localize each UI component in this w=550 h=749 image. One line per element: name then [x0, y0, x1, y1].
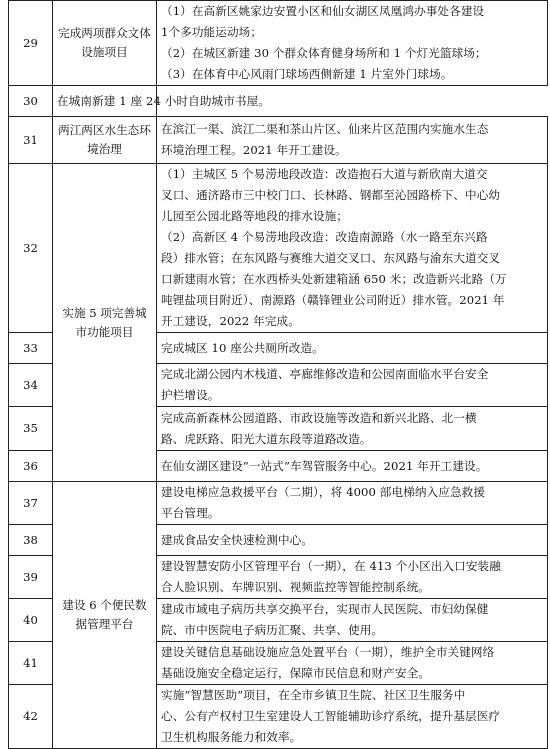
project-description — [53, 86, 270, 117]
project-name: 建设 6 个便民数据管理平台 — [53, 482, 157, 749]
table-row — [9, 86, 548, 117]
description-line: 建成市域电子病历共享交换平台，实现市人民医院、市妇幼保健 — [161, 602, 489, 616]
row-number: 39 — [9, 556, 53, 599]
row-number: 38 — [9, 525, 53, 556]
description-line: 段）排水管；在东风路与赛维大道交叉口、东风路与渝东大道交叉 — [161, 251, 501, 265]
row-number: 40 — [9, 599, 53, 642]
description-line: 儿园至公园北路等地段的排水设施； — [161, 209, 349, 223]
description-line: （2）在城区新建 30 个群众体育健身场所和 1 个灯光篮球场； — [161, 46, 487, 60]
row-number: 41 — [9, 642, 53, 685]
description-line: 在城南新建 1 座 24 小时自助城市书屋。 — [57, 93, 270, 108]
description-line: 合人脸识别、车牌识别、视频监控等智能控制系统。 — [161, 580, 430, 594]
description-line: 吨锂盐项目附近）、南源路（赣锋锂业公司附近）排水管。2021 年 — [161, 293, 505, 307]
project-description — [157, 407, 548, 451]
description-line: 1个多功能运动场； — [161, 25, 263, 39]
project-table — [8, 0, 548, 749]
project-description — [157, 1, 548, 86]
project-description — [157, 525, 548, 556]
description-line: 环境治理工程。2021 年开工建设。 — [161, 143, 347, 157]
description-line: 建设关键信息基础设施应急处置平台（一期），维护全市关键网络 — [161, 645, 495, 659]
row-number: 33 — [9, 333, 53, 364]
project-name: 实施 5 项完善城市功能项目 — [53, 164, 157, 482]
row-number: 32 — [9, 164, 53, 333]
description-line: 完成城区 10 座公共厕所改造。 — [161, 340, 324, 355]
row-number: 29 — [9, 1, 53, 86]
description-line: 建设智慧安防小区管理平台（一期），在 413 个小区出入口安装融 — [161, 559, 501, 573]
description-line: 平台管理。 — [161, 506, 220, 520]
description-line: 院、市中医院电子病历汇聚、共享、使用。 — [161, 623, 384, 637]
table-row — [9, 482, 548, 525]
project-description — [157, 685, 548, 749]
table-row — [9, 1, 548, 86]
project-description — [157, 482, 548, 525]
project-description — [157, 599, 548, 642]
project-description — [157, 117, 548, 164]
row-number: 31 — [9, 117, 53, 164]
project-description — [157, 556, 548, 599]
row-number: 36 — [9, 451, 53, 482]
description-line: （1）主城区 5 个易涝地段改造：改造抱石大道与新欣南大道交 — [161, 167, 488, 181]
description-line: 口新建雨水管；在水西桥头处新建箱涵 650 米；改造新兴北路（万 — [161, 272, 507, 286]
row-number: 35 — [9, 407, 53, 451]
description-line: 路、虎跃路、阳光大道东段等道路改造。 — [161, 431, 372, 446]
row-number: 34 — [9, 364, 53, 407]
description-line: 叉口、通济路市三中校门口、长林路、钢都至沁园路桥下、中心幼 — [161, 188, 501, 202]
description-line: 心、公有产权村卫生室建设人工智能辅助诊疗系统，提升基层医疗 — [161, 709, 501, 723]
description-line: 建设电梯应急救援平台（二期），将 4000 部电梯纳入应急救援 — [161, 485, 486, 499]
project-description — [157, 333, 548, 364]
description-line: 开工建设，2022 年完成。 — [161, 314, 300, 328]
description-line: （2）高新区 4 个易涝地段改造：改造南源路（水一路至东兴路 — [161, 230, 488, 244]
description-line: 在仙女湖区建设“一站式”车驾管服务中心。2021 年开工建设。 — [161, 458, 488, 473]
project-description — [157, 164, 548, 333]
description-line: 完成高新森林公园道路、市政设施等改造和新兴北路、北一横 — [161, 410, 477, 425]
description-line: （3）在体育中心风雨门球场西侧新建 1 片室外门球场。 — [161, 67, 453, 81]
row-number: 30 — [9, 86, 53, 117]
project-description — [157, 451, 548, 482]
project-name: 两江两区水生态环境治理 — [53, 117, 157, 164]
description-line: 建成食品安全快速检测中心。 — [161, 532, 314, 547]
row-number: 37 — [9, 482, 53, 525]
description-line: 卫生机构服务能力和效率。 — [161, 730, 302, 744]
project-description — [157, 642, 548, 685]
description-line: 基础设施安全稳定运行，保障市民信息和财产安全。 — [161, 666, 430, 680]
table-row — [9, 164, 548, 333]
table-row — [9, 117, 548, 164]
project-name: 完成两项群众文体设施项目 — [53, 1, 157, 86]
description-line: 在滨江一渠、滨江二渠和茶山片区、仙来片区范围内实施水生态 — [161, 122, 489, 136]
row-number: 42 — [9, 685, 53, 749]
description-line: 护栏增设。 — [161, 388, 220, 402]
description-line: 完成北湖公园内木栈道、亭廊维修改造和公园南面临水平台安全 — [161, 367, 489, 381]
description-line: （1）在高新区姚家边安置小区和仙女湖区凤凰鸿办事处各建设 — [161, 4, 485, 18]
description-line: 实施“智慧医助”项目，在全市乡镇卫生院、社区卫生服务中 — [161, 688, 466, 702]
project-description — [157, 364, 548, 407]
